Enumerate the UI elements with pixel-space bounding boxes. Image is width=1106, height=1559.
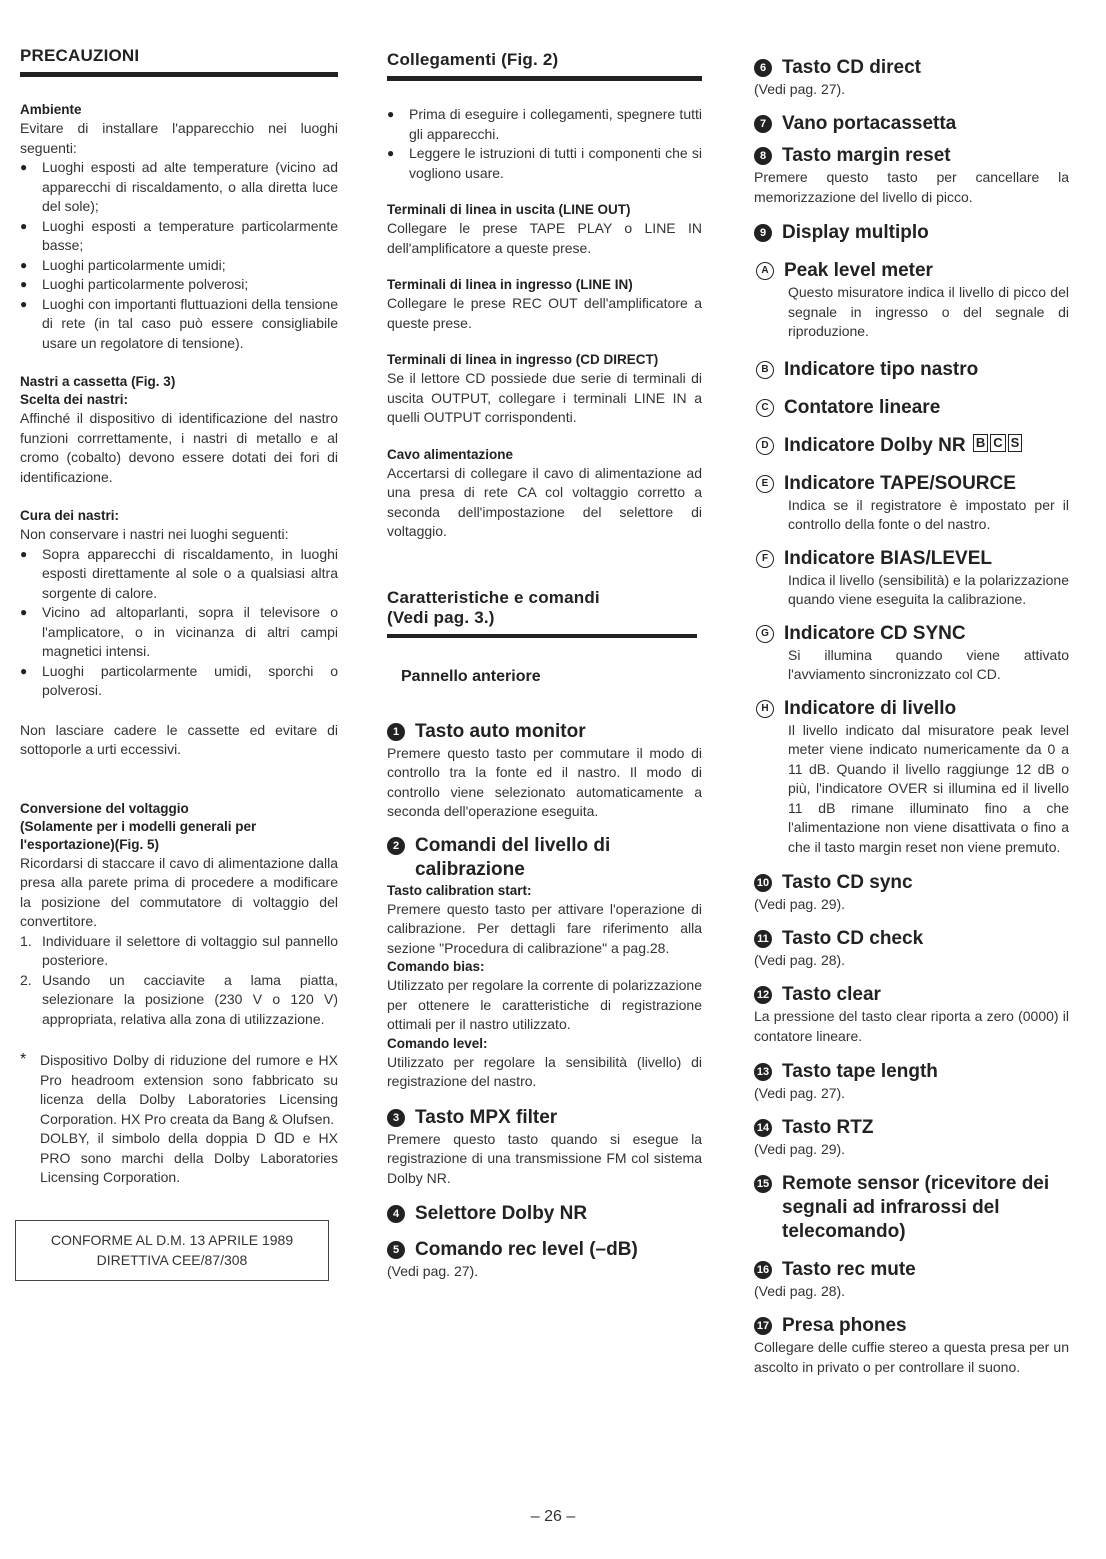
number-badge: 7 [754,115,772,133]
number-badge: 1 [387,723,405,741]
number-badge: 11 [754,930,772,948]
caratteristiche-title-line-2: (Vedi pag. 3.) [387,607,495,627]
number-badge: 13 [754,1063,772,1081]
dolby-c-box: C [990,434,1005,452]
conformity-box [15,1220,329,1281]
column-right [754,0,1069,1377]
number-badge: 9 [754,224,772,242]
conformity-line-2: DIRETTIVA CEE/87/308 [96,1251,248,1268]
section-title-collegamenti: Collegamenti (Fig. 2) [387,50,559,69]
title-rule [387,634,697,638]
number-badge: 3 [387,1109,405,1127]
control-13-ref: (Vedi pag. 27). [754,1085,846,1101]
control-1-text: Premere questo tasto per commutare il modo di controllo tra la fonte ed il nastro. Il modo di controllo viene selezionato automaticamente a seconda dell'operazione eseguita. [387,744,702,819]
control-7-title: 7 Vano portacassetta [754,112,1069,136]
display-b-title: B Indicatore tipo nastro [754,358,1069,382]
title-rule [20,72,338,77]
display-a-title: A Peak level meter [754,259,1069,283]
letter-badge: G [756,625,774,643]
note-star: * [20,1051,27,1068]
list-item: ● Luoghi esposti ad alte temperature (vicino ad apparecchi di riscaldamento, o alla diretta luce del sole); [20,158,338,217]
collegamenti-list [387,105,702,183]
ambiente-intro: Evitare di installare l'apparecchio nei luoghi seguenti: [20,120,338,156]
number-badge: 16 [754,1261,772,1279]
bias-text: Utilizzato per regolare la corrente di polarizzazione per ottenere le caratteristiche di registrazione ottimali per il nastro utilizzato. [387,977,702,1032]
note-text-2: DOLBY, il simbolo della doppia D ᗡD e HX PRO sono marchi della Dolby Laboratories Licensing Corporation. [40,1130,338,1185]
letter-badge: E [756,475,774,493]
display-g-text: Si illumina quando viene attivato l'avviamento sincronizzato col CD. [788,646,1069,682]
heading-ambiente: Ambiente [20,102,82,117]
control-14-title: 14 Tasto RTZ [754,1116,1069,1140]
letter-badge: B [756,361,774,379]
list-item: ● Luoghi esposti a temperature particolarmente basse; [20,217,338,256]
list-item: 2. Usando un cacciavite a lama piatta, selezionare la posizione (230 V o 120 V) appropriata, relativa alla zona di utilizzazione. [20,971,338,1027]
control-9-title: 9 Display multiplo [754,221,1069,245]
control-12-title: 12 Tasto clear [754,983,1069,1007]
list-item: ● Vicino ad altoparlanti, sopra il televisore o l'amplicatore, o in vicinanza di altri campi magnetici intensi. [20,603,338,662]
caratteristiche-title [387,588,702,628]
cura-intro: Non conservare i nastri nei luoghi seguenti: [20,526,289,542]
dolby-note [20,1051,338,1188]
control-8-title: 8 Tasto margin reset [754,144,1069,168]
line-out-text: Collegare le prese TAPE PLAY o LINE IN dell'amplificatore a queste prese. [387,220,702,256]
control-15-title: 15 Remote sensor (ricevitore dei segnali ad infrarossi del telecomando) [754,1172,1069,1244]
control-3-title: 3 Tasto MPX filter [387,1106,702,1130]
cura-outro: Non lasciare cadere le cassette ed evitare di sottoporle a urti eccessivi. [20,721,338,757]
control-5-title: 5 Comando rec level (–dB) [387,1238,702,1262]
list-item: ● Luoghi con importanti fluttuazioni della tensione di rete (in tal caso può essere consigliabile usare un regolatore di tensione). [20,295,338,354]
control-17-title: 17 Presa phones [754,1314,1069,1338]
letter-badge: F [756,550,774,568]
control-11-title: 11 Tasto CD check [754,927,1069,951]
list-item: ● Luoghi particolarmente umidi, sporchi o polverosi. [20,662,338,701]
number-badge: 8 [754,147,772,165]
dolby-s-box: S [1008,434,1023,452]
letter-badge: C [756,399,774,417]
control-14-ref: (Vedi pag. 29). [754,1141,846,1157]
letter-badge: A [756,262,774,280]
heading-cura: Cura dei nastri: [20,508,120,523]
control-12-text: La pressione del tasto clear riporta a zero (0000) il contatore lineare. [754,1008,1069,1044]
ambiente-list [20,158,338,353]
level-text: Utilizzato per regolare la sensibilità (livello) di registrazione del nastro. [387,1053,702,1089]
conversione-steps [20,932,338,1030]
list-item: ● Sopra apparecchi di riscaldamento, in luoghi esposti direttamente al sole o a qualsiasi altra sorgente di calore. [20,545,338,604]
caratteristiche-title-line-1: Caratteristiche e comandi [387,587,600,607]
display-a-text: Questo misuratore indica il livello di picco del segnale in ingresso o del segnale di riproduzione. [788,284,1069,339]
number-badge: 14 [754,1119,772,1137]
heading-line-in: Terminali di linea in ingresso (LINE IN) [387,277,633,292]
display-d-title: D Indicatore Dolby NR B C S [754,434,1069,458]
display-g-title: G Indicatore CD SYNC [754,622,1069,646]
cavo-text: Accertarsi di collegare il cavo di alimentazione ad una presa di rete CA col voltaggio corretto a seconda dell'impostazione del selettore di voltaggio. [387,464,702,539]
number-badge: 15 [754,1175,772,1193]
column-left [20,0,338,1281]
control-6-ref: (Vedi pag. 27). [754,81,846,97]
conversione-text: Ricordarsi di staccare il cavo di alimentazione dalla presa alla parete prima di procedere a modificare la posizione del commutatore di voltaggio del convertitore. [20,854,338,929]
level-heading: Comando level: [387,1035,488,1051]
heading-scelta: Scelta dei nastri: [20,392,129,407]
letter-badge: D [756,437,774,455]
conformity-line-1: CONFORME AL D.M. 13 APRILE 1989 [50,1231,294,1248]
control-13-title: 13 Tasto tape length [754,1060,1069,1084]
panel-title: Pannello anteriore [401,667,541,685]
calibration-start-heading: Tasto calibration start: [387,882,532,898]
display-e-text: Indica se il registratore è impostato per il controllo della fonte o del nastro. [788,496,1069,532]
control-4-title: 4 Selettore Dolby NR [387,1202,702,1226]
dolby-b-box: B [973,434,988,452]
heading-conversione: Conversione del voltaggio [20,800,189,816]
number-badge: 17 [754,1317,772,1335]
title-rule [387,76,702,81]
cura-list [20,545,338,701]
display-h-text: Il livello indicato dal misuratore peak level meter viene indicato numericamente da 0 a 11 dB. Quando il livello raggiunge 12 dB o più, l'indicatore OVER si illumina ed il livello 11 dB rimane illuminato fino a che l'alimentazione non viene disattivata o fino a che il tasto margin reset non viene premuto. [788,721,1069,855]
control-8-text: Premere questo tasto per cancellare la memorizzazione del livello di picco. [754,169,1069,205]
control-5-ref: (Vedi pag. 27). [387,1263,479,1279]
column-middle [387,0,702,1280]
heading-cavo: Cavo alimentazione [387,446,514,462]
bias-heading: Comando bias: [387,959,485,974]
number-badge: 6 [754,59,772,77]
list-item: 1. Individuare il selettore di voltaggio sul pannello posteriore. [20,932,338,968]
control-3-text: Premere questo tasto quando si esegue la registrazione di una transmissione FM col sistema Dolby NR. [387,1130,702,1186]
heading-line-out: Terminali di linea in uscita (LINE OUT) [387,202,631,217]
control-10-ref: (Vedi pag. 29). [754,896,846,912]
list-item: ● Prima di eseguire i collegamenti, spegnere tutti gli apparecchi. [387,105,702,144]
section-title-precauzioni: PRECAUZIONI [20,46,140,65]
list-item: ● Luoghi particolarmente umidi; [20,256,338,276]
control-1-title: 1 Tasto auto monitor [387,720,702,744]
display-f-text: Indica il livello (sensibilità) e la polarizzazione quando viene eseguita la calibrazione. [788,571,1069,607]
heading-conversione-sub: (Solamente per i modelli generali per l'esportazione)(Fig. 5) [20,818,257,852]
page-number: – 26 – [530,1508,576,1525]
display-f-title: F Indicatore BIAS/LEVEL [754,547,1069,571]
note-text-1: Dispositivo Dolby di riduzione del rumore e HX Pro headroom extension sono fabbricato su licenza della Dolby Laboratories Licensing Corporation. HX Pro creata da Bang & Olufsen. [40,1052,338,1127]
control-16-ref: (Vedi pag. 28). [754,1283,846,1299]
display-e-title: E Indicatore TAPE/SOURCE [754,472,1069,496]
number-badge: 5 [387,1241,405,1259]
control-6-title: 6 Tasto CD direct [754,56,1069,80]
number-badge: 4 [387,1205,405,1223]
line-in-text: Collegare le prese REC OUT dell'amplificatore a queste prese. [387,295,702,331]
list-item: ● Leggere le istruzioni di tutti i componenti che si vogliono usare. [387,144,702,183]
list-item: ● Luoghi particolarmente polverosi; [20,275,338,295]
heading-cd-direct: Terminali di linea in ingresso (CD DIRECT) [387,352,659,367]
cd-direct-text: Se il lettore CD possiede due serie di terminali di uscita OUTPUT, collegare i terminali LINE IN a quelli OUTPUT corrispondenti. [387,370,702,425]
nastri-text: Affinché il dispositivo di identificazione del nastro funzioni corrrettamente, i nastri di metallo e al cromo (cobalto) devono essere dotati dei fori di identificazione. [20,410,338,485]
calibration-start-text: Premere questo tasto per attivare l'operazione di calibrazione. Per dettagli fare riferimento alla sezione "Procedura di calibrazione" a pag.28. [387,900,702,956]
display-c-title: C Contatore lineare [754,396,1069,420]
number-badge: 12 [754,986,772,1004]
control-17-text: Collegare delle cuffie stereo a questa presa per un ascolto in privato o per controllare il suono. [754,1339,1069,1375]
control-16-title: 16 Tasto rec mute [754,1258,1069,1282]
number-badge: 2 [387,837,405,855]
letter-badge: H [756,700,774,718]
control-10-title: 10 Tasto CD sync [754,871,1069,895]
display-h-title: H Indicatore di livello [754,697,1069,721]
control-11-ref: (Vedi pag. 28). [754,952,846,968]
control-2-title: 2 Comandi del livello di calibrazione [387,834,702,882]
number-badge: 10 [754,874,772,892]
heading-nastri: Nastri a cassetta (Fig. 3) [20,374,176,389]
